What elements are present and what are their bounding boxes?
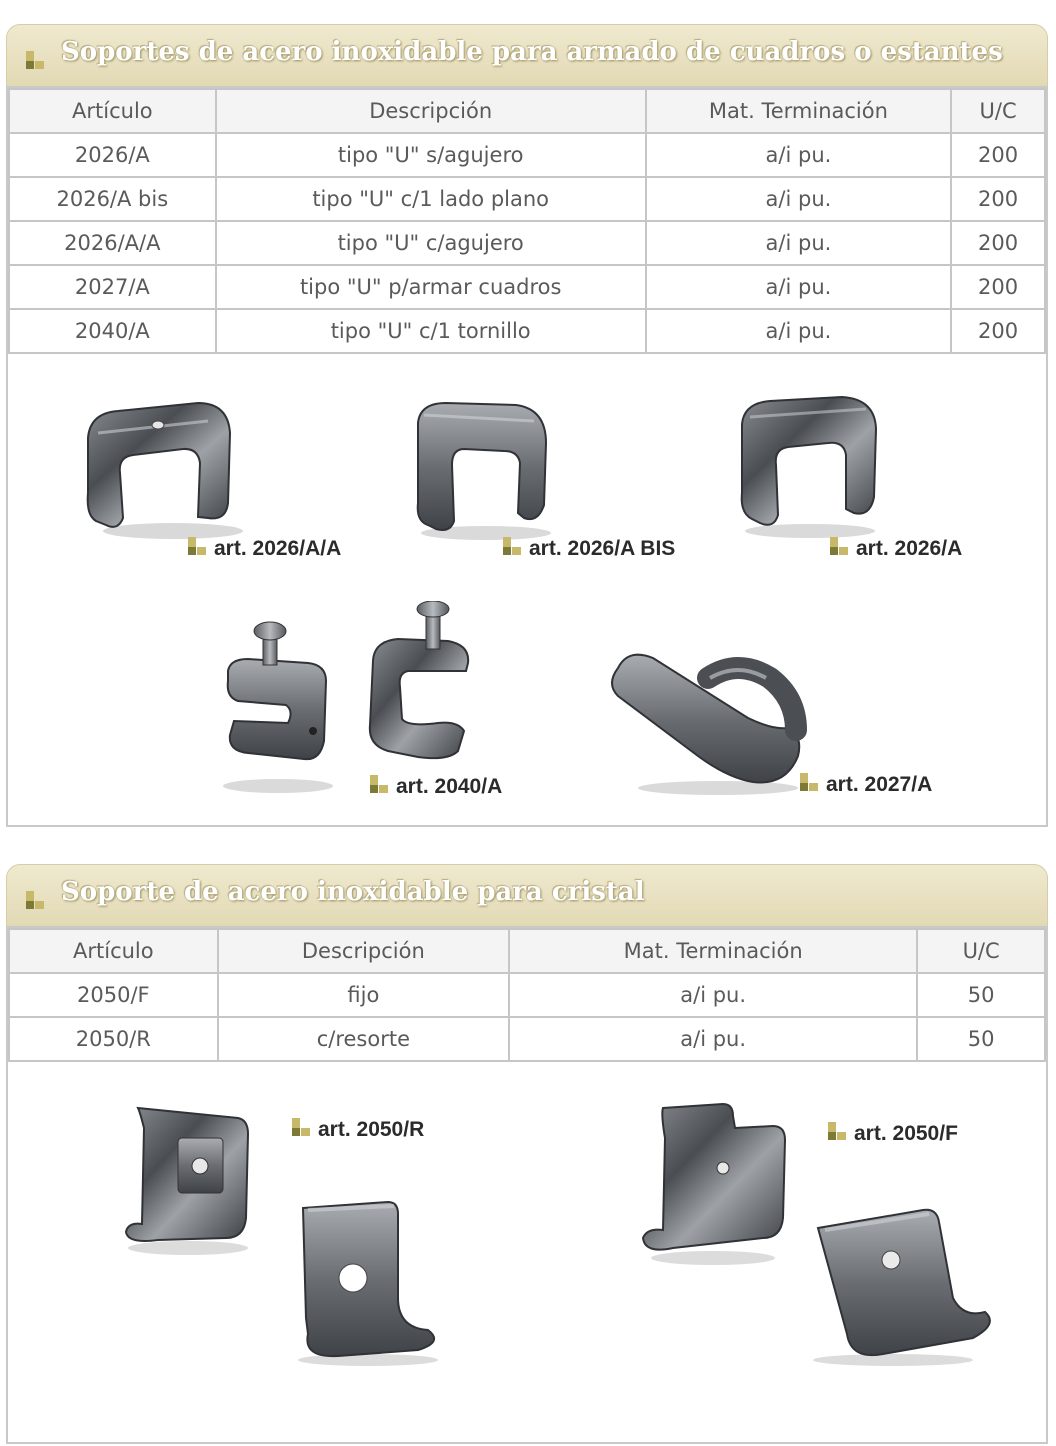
table-row [9,973,1045,1017]
header-uc: U/C [951,89,1045,133]
header-descripcion: Descripción [216,89,646,133]
table-header-row [9,929,1045,973]
cell-uc: 200 [951,177,1045,221]
section-header [6,864,1048,926]
cell-articulo: 2050/F [9,973,218,1017]
product-table [8,88,1046,354]
bullet-icon [828,535,850,557]
product-photos [8,1058,1046,1444]
section-glass-supports [6,864,1048,1444]
caption-2050-r: art. 2050/R [318,1118,424,1142]
cell-mat-terminacion: a/i pu. [646,309,951,353]
caption-2026-a: art. 2026/A [856,537,962,561]
table-row [9,177,1045,221]
caption-2027-a: art. 2027/A [826,773,932,797]
bullet-icon [186,535,208,557]
section-title: Soportes de acero inoxidable para armado de cuadros o estantes [61,37,1003,67]
table-row [9,1017,1045,1061]
caption-2026-a-bis: art. 2026/A BIS [529,537,675,561]
cell-descripcion: tipo "U" s/agujero [216,133,646,177]
cell-descripcion: tipo "U" p/armar cuadros [216,265,646,309]
section-body [6,926,1048,1444]
cell-uc: 50 [917,973,1045,1017]
cell-descripcion: c/resorte [218,1017,509,1061]
table-row [9,221,1045,265]
header-articulo: Artículo [9,929,218,973]
header-mat-terminacion: Mat. Terminación [509,929,917,973]
section-title: Soporte de acero inoxidable para cristal [61,877,645,907]
cell-descripcion: tipo "U" c/1 lado plano [216,177,646,221]
header-uc: U/C [917,929,1045,973]
section-picture-shelf-supports [6,24,1048,827]
cell-uc: 200 [951,133,1045,177]
header-mat-terminacion: Mat. Terminación [646,89,951,133]
cell-descripcion: tipo "U" c/agujero [216,221,646,265]
table-row [9,133,1045,177]
cell-uc: 50 [917,1017,1045,1061]
cell-articulo: 2026/A [9,133,216,177]
part-photo-2027-a [598,638,813,798]
section-body [6,86,1048,827]
cell-descripcion: tipo "U" c/1 tornillo [216,309,646,353]
product-table [8,928,1046,1062]
cell-descripcion: fijo [218,973,509,1017]
table-row [9,309,1045,353]
bullet-icon [24,889,46,911]
product-photos [8,353,1046,827]
part-photo-2026-a [730,389,890,541]
bullet-icon [501,535,523,557]
cell-mat-terminacion: a/i pu. [646,177,951,221]
cell-mat-terminacion: a/i pu. [646,133,951,177]
cell-mat-terminacion: a/i pu. [646,265,951,309]
part-photo-2040-a [208,601,488,801]
cell-mat-terminacion: a/i pu. [646,221,951,265]
part-photo-2026-a-a [78,393,248,543]
header-articulo: Artículo [9,89,216,133]
cell-uc: 200 [951,221,1045,265]
header-descripcion: Descripción [218,929,509,973]
bullet-icon [798,771,820,793]
part-photo-2026-a-bis [406,393,566,543]
caption-2026-a-a: art. 2026/A/A [214,537,341,561]
cell-mat-terminacion: a/i pu. [509,1017,917,1061]
bullet-icon [24,49,46,71]
section-header [6,24,1048,86]
table-row [9,265,1045,309]
cell-uc: 200 [951,309,1045,353]
caption-2040-a: art. 2040/A [396,775,502,799]
cell-articulo: 2026/A/A [9,221,216,265]
cell-articulo: 2027/A [9,265,216,309]
cell-mat-terminacion: a/i pu. [509,973,917,1017]
bullet-icon [826,1120,848,1142]
caption-2050-f: art. 2050/F [854,1122,958,1146]
table-header-row [9,89,1045,133]
cell-articulo: 2026/A bis [9,177,216,221]
cell-articulo: 2050/R [9,1017,218,1061]
cell-articulo: 2040/A [9,309,216,353]
cell-uc: 200 [951,265,1045,309]
bullet-icon [290,1116,312,1138]
bullet-icon [368,773,390,795]
